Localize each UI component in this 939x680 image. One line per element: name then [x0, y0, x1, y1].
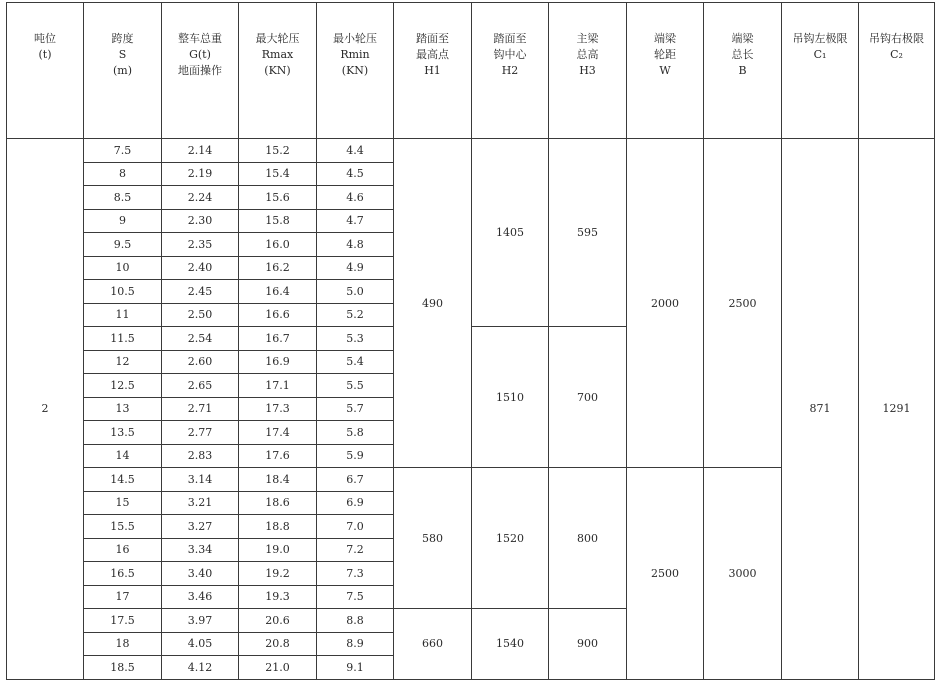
- rmax-cell: 17.6: [239, 444, 317, 468]
- h2-cell: 1510: [472, 327, 549, 468]
- weight-cell: 2.19: [162, 162, 239, 186]
- h1-cell: 490: [394, 139, 472, 468]
- header-w: 端梁 轮距 W: [627, 3, 704, 139]
- rmax-cell: 16.9: [239, 350, 317, 374]
- weight-cell: 3.46: [162, 585, 239, 609]
- rmax-cell: 16.4: [239, 280, 317, 304]
- h2-cell: 1520: [472, 468, 549, 609]
- rmin-cell: 5.2: [317, 303, 394, 327]
- h2-cell: 1405: [472, 139, 549, 327]
- weight-cell: 2.24: [162, 186, 239, 210]
- rmin-cell: 4.4: [317, 139, 394, 163]
- rmin-cell: 4.9: [317, 256, 394, 280]
- header-rmax: 最大轮压 Rmax (KN): [239, 3, 317, 139]
- header-rmin: 最小轮压 Rmin (KN): [317, 3, 394, 139]
- weight-cell: 2.30: [162, 209, 239, 233]
- rmin-cell: 5.7: [317, 397, 394, 421]
- rmin-cell: 5.3: [317, 327, 394, 351]
- rmax-cell: 17.4: [239, 421, 317, 445]
- span-cell: 13: [84, 397, 162, 421]
- span-cell: 8: [84, 162, 162, 186]
- rmin-cell: 8.8: [317, 609, 394, 633]
- rmin-cell: 7.2: [317, 538, 394, 562]
- span-cell: 13.5: [84, 421, 162, 445]
- header-h1: 踏面至 最高点 H1: [394, 3, 472, 139]
- rmin-cell: 6.7: [317, 468, 394, 492]
- weight-cell: 2.65: [162, 374, 239, 398]
- rmax-cell: 18.4: [239, 468, 317, 492]
- span-cell: 10.5: [84, 280, 162, 304]
- span-cell: 9: [84, 209, 162, 233]
- crane-spec-table: [6, 2, 935, 680]
- h3-cell: 900: [549, 609, 627, 680]
- span-cell: 11.5: [84, 327, 162, 351]
- rmin-cell: 9.1: [317, 656, 394, 680]
- w-cell: 2500: [627, 468, 704, 680]
- weight-cell: 3.27: [162, 515, 239, 539]
- span-cell: 11: [84, 303, 162, 327]
- c1-cell: 871: [782, 139, 859, 680]
- rmax-cell: 21.0: [239, 656, 317, 680]
- span-cell: 17: [84, 585, 162, 609]
- header-total-weight: 整车总重 G(t) 地面操作: [162, 3, 239, 139]
- span-cell: 12.5: [84, 374, 162, 398]
- tonnage-cell: 2: [7, 139, 84, 680]
- weight-cell: 2.54: [162, 327, 239, 351]
- weight-cell: 2.45: [162, 280, 239, 304]
- rmin-cell: 5.5: [317, 374, 394, 398]
- weight-cell: 3.14: [162, 468, 239, 492]
- weight-cell: 2.35: [162, 233, 239, 257]
- rmin-cell: 5.0: [317, 280, 394, 304]
- h1-cell: 660: [394, 609, 472, 680]
- rmin-cell: 7.5: [317, 585, 394, 609]
- rmin-cell: 4.6: [317, 186, 394, 210]
- span-cell: 18: [84, 632, 162, 656]
- rmin-cell: 7.3: [317, 562, 394, 586]
- rmin-cell: 4.7: [317, 209, 394, 233]
- weight-cell: 3.21: [162, 491, 239, 515]
- rmin-cell: 5.9: [317, 444, 394, 468]
- rmax-cell: 18.6: [239, 491, 317, 515]
- h3-cell: 595: [549, 139, 627, 327]
- rmax-cell: 18.8: [239, 515, 317, 539]
- span-cell: 14.5: [84, 468, 162, 492]
- rmin-cell: 4.8: [317, 233, 394, 257]
- weight-cell: 4.12: [162, 656, 239, 680]
- header-h2: 踏面至 钩中心 H2: [472, 3, 549, 139]
- rmin-cell: 7.0: [317, 515, 394, 539]
- header-c1: 吊钩左极限 C₁: [782, 3, 859, 139]
- weight-cell: 2.71: [162, 397, 239, 421]
- header-c2: 吊钩右极限 C₂: [859, 3, 935, 139]
- rmax-cell: 19.3: [239, 585, 317, 609]
- h3-cell: 800: [549, 468, 627, 609]
- rmax-cell: 17.1: [239, 374, 317, 398]
- span-cell: 17.5: [84, 609, 162, 633]
- rmax-cell: 16.2: [239, 256, 317, 280]
- span-cell: 14: [84, 444, 162, 468]
- rmax-cell: 20.6: [239, 609, 317, 633]
- weight-cell: 2.40: [162, 256, 239, 280]
- weight-cell: 2.83: [162, 444, 239, 468]
- rmax-cell: 20.8: [239, 632, 317, 656]
- header-span: 跨度 S (m): [84, 3, 162, 139]
- rmax-cell: 15.4: [239, 162, 317, 186]
- span-cell: 16: [84, 538, 162, 562]
- rmin-cell: 5.4: [317, 350, 394, 374]
- rmin-cell: 5.8: [317, 421, 394, 445]
- span-cell: 10: [84, 256, 162, 280]
- header-b: 端梁 总长 B: [704, 3, 782, 139]
- b-cell: 3000: [704, 468, 782, 680]
- span-cell: 16.5: [84, 562, 162, 586]
- b-cell: 2500: [704, 139, 782, 468]
- span-cell: 9.5: [84, 233, 162, 257]
- rmax-cell: 19.0: [239, 538, 317, 562]
- table-row: [7, 139, 935, 163]
- rmax-cell: 17.3: [239, 397, 317, 421]
- rmin-cell: 4.5: [317, 162, 394, 186]
- weight-cell: 2.50: [162, 303, 239, 327]
- rmax-cell: 16.6: [239, 303, 317, 327]
- rmin-cell: 6.9: [317, 491, 394, 515]
- rmax-cell: 15.6: [239, 186, 317, 210]
- span-cell: 12: [84, 350, 162, 374]
- span-cell: 7.5: [84, 139, 162, 163]
- rmax-cell: 16.0: [239, 233, 317, 257]
- w-cell: 2000: [627, 139, 704, 468]
- weight-cell: 2.77: [162, 421, 239, 445]
- weight-cell: 3.40: [162, 562, 239, 586]
- weight-cell: 4.05: [162, 632, 239, 656]
- h2-cell: 1540: [472, 609, 549, 680]
- header-h3: 主梁 总高 H3: [549, 3, 627, 139]
- weight-cell: 3.97: [162, 609, 239, 633]
- weight-cell: 2.14: [162, 139, 239, 163]
- weight-cell: 3.34: [162, 538, 239, 562]
- span-cell: 15.5: [84, 515, 162, 539]
- span-cell: 8.5: [84, 186, 162, 210]
- h1-cell: 580: [394, 468, 472, 609]
- weight-cell: 2.60: [162, 350, 239, 374]
- rmin-cell: 8.9: [317, 632, 394, 656]
- rmax-cell: 16.7: [239, 327, 317, 351]
- span-cell: 18.5: [84, 656, 162, 680]
- rmax-cell: 19.2: [239, 562, 317, 586]
- rmax-cell: 15.8: [239, 209, 317, 233]
- header-row: [7, 3, 935, 139]
- rmax-cell: 15.2: [239, 139, 317, 163]
- c2-cell: 1291: [859, 139, 935, 680]
- span-cell: 15: [84, 491, 162, 515]
- header-tonnage: 吨位 (t): [7, 3, 84, 139]
- h3-cell: 700: [549, 327, 627, 468]
